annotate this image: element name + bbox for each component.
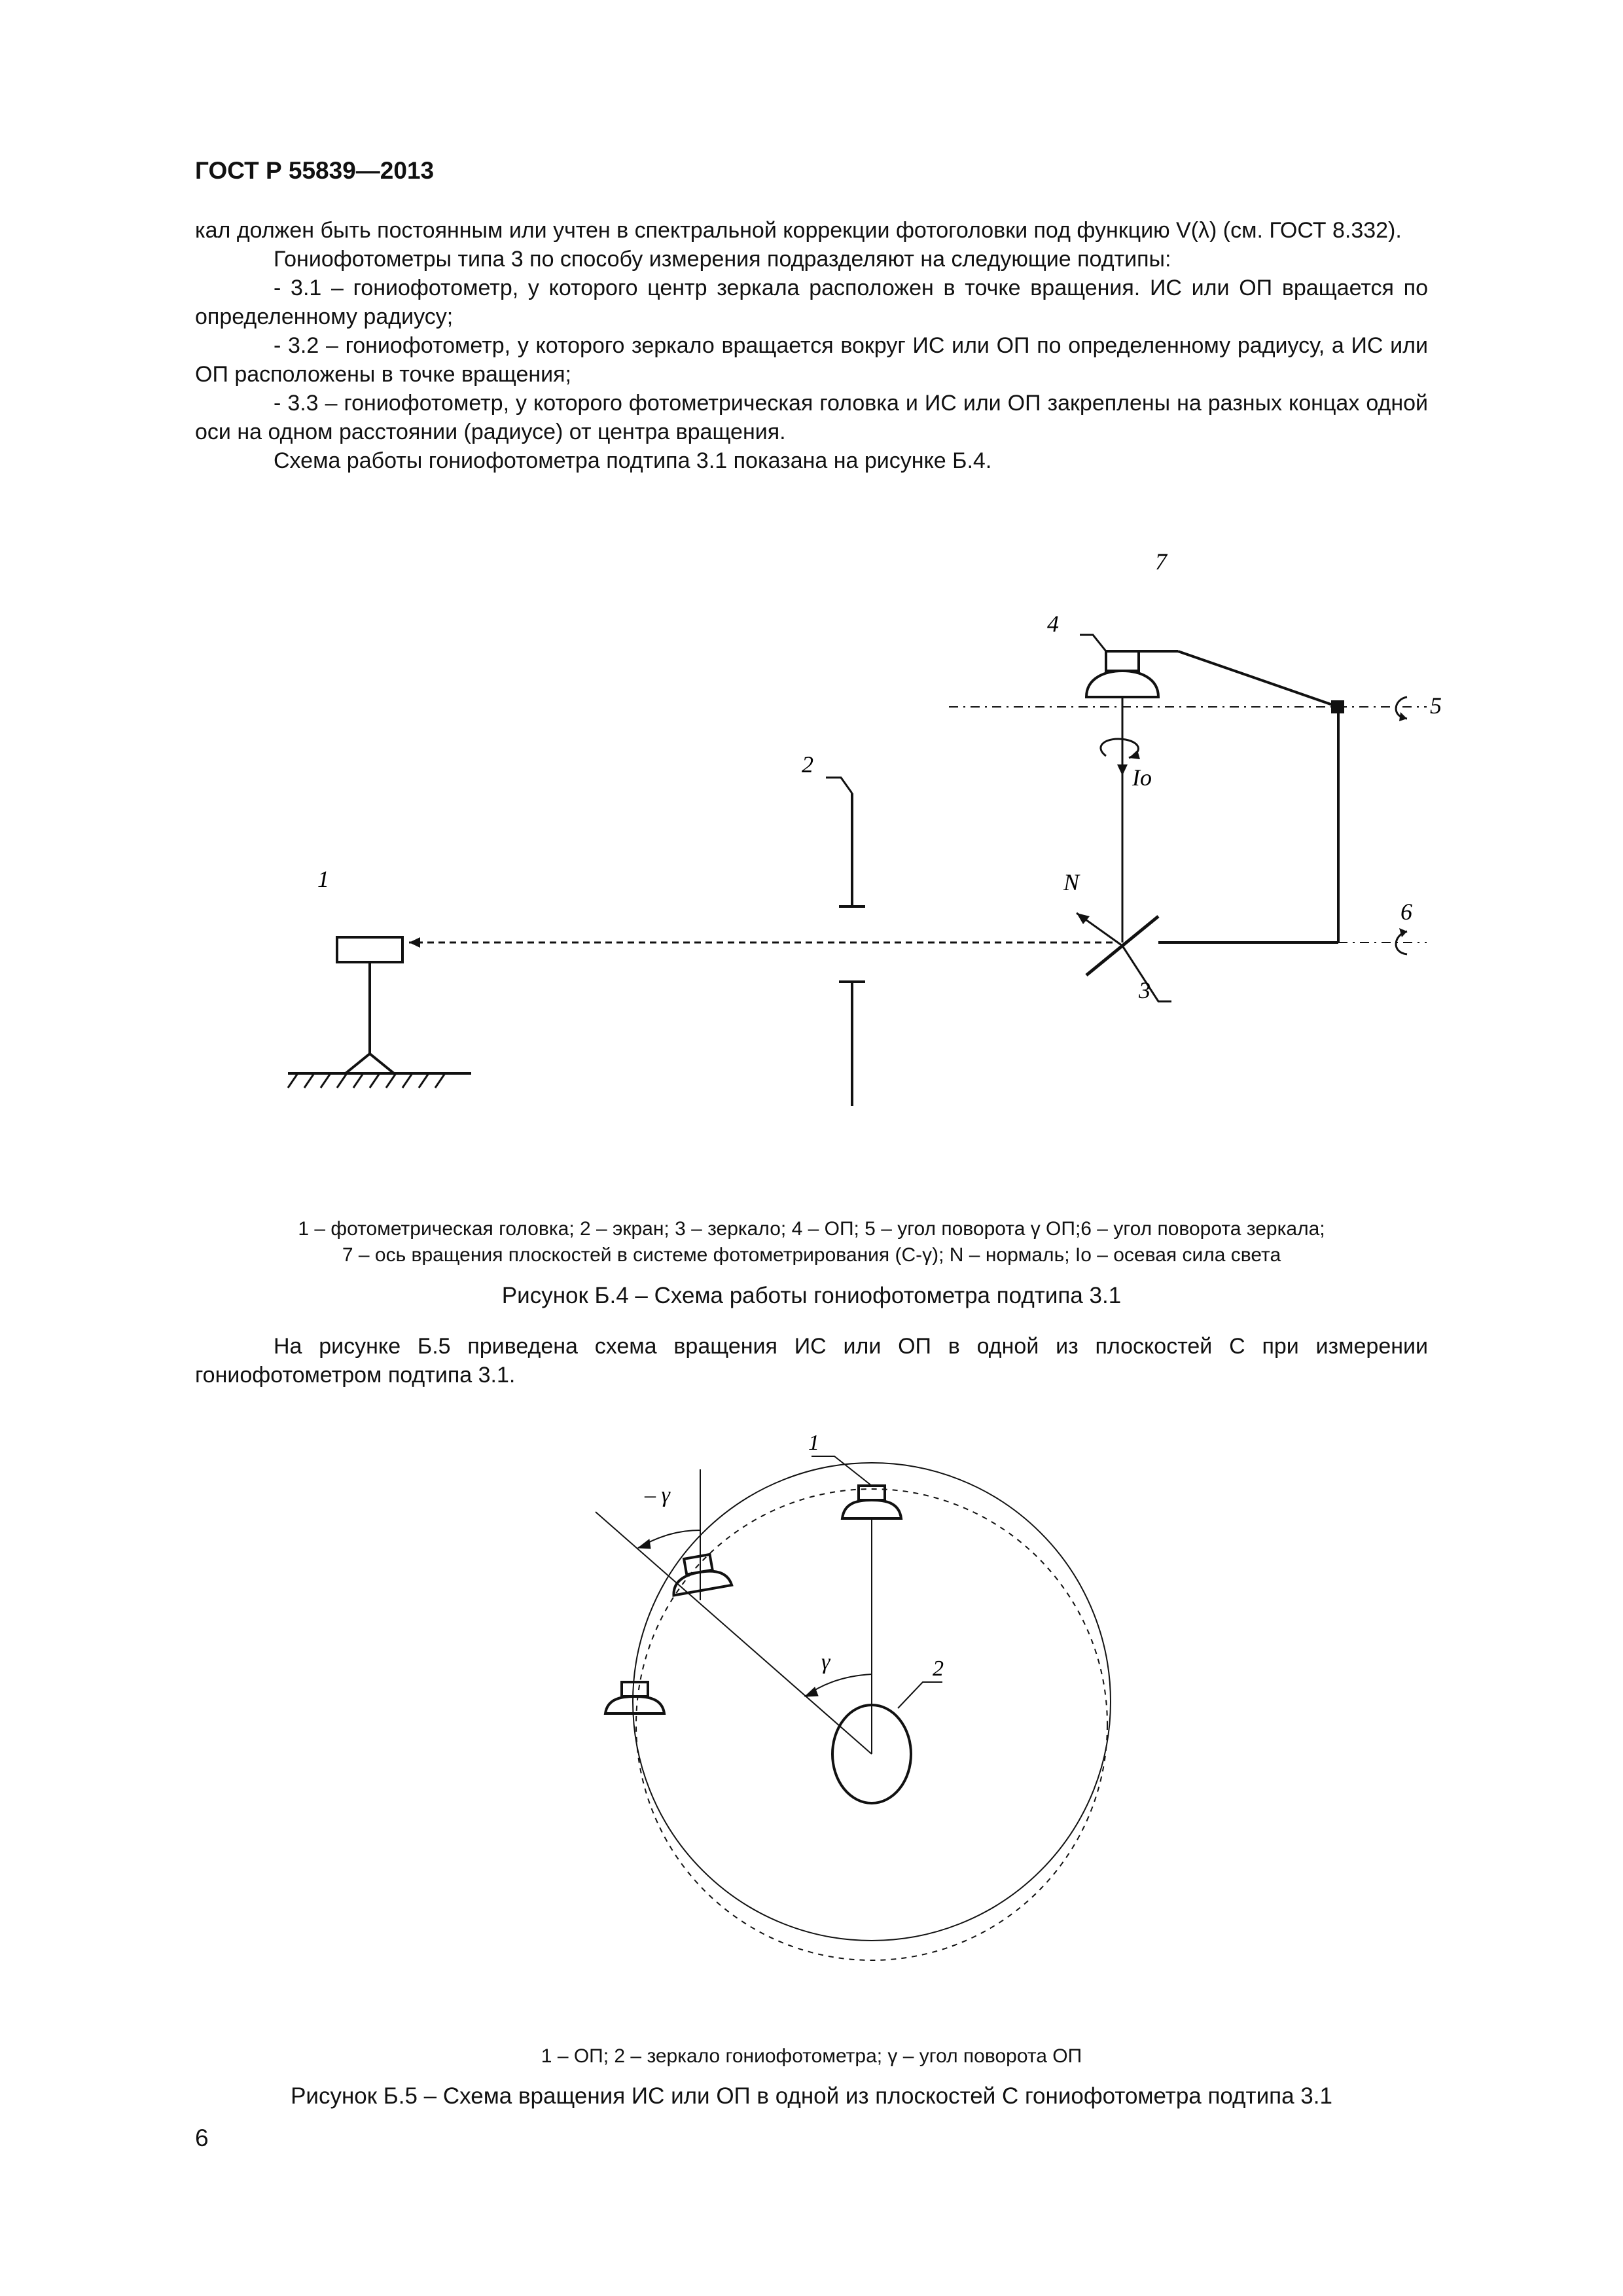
paragraph-continuation: кал должен быть постоянным или учтен в спектральной коррекции фотоголовки под функцию V(λ) (см. ГОСТ 8.332).	[195, 218, 1402, 243]
label-axial-intensity: Io	[1132, 764, 1152, 791]
paragraph-subtypes-intro: Гониофотометры типа 3 по способу измерения подразделяют на следующие подтипы:	[274, 247, 1171, 272]
figure-b4-caption: Рисунок Б.4 – Схема работы гониофотометра подтипа 3.1	[501, 1283, 1122, 1308]
label-6: 6	[1400, 899, 1412, 925]
figure-b5-diagram	[0, 1414, 1623, 2036]
luminaire-top	[859, 1486, 885, 1500]
label-7: 7	[1155, 550, 1167, 575]
label-2: 2	[933, 1657, 944, 1681]
label-normal: N	[1063, 869, 1080, 895]
label-1: 1	[317, 866, 329, 892]
figure-b5-legend: 1 – ОП; 2 – зеркало гониофотометра; γ – угол поворота ОП	[541, 2045, 1082, 2067]
label-4: 4	[1047, 611, 1059, 637]
luminaire	[1106, 651, 1139, 671]
figure-b4-diagram	[0, 550, 1623, 1172]
label-5: 5	[1430, 692, 1442, 719]
figure-b5-caption: Рисунок Б.5 – Схема вращения ИС или ОП в одной из плоскостей C гониофотометра подтипа 3.1	[291, 2083, 1332, 2109]
photometric-head	[337, 937, 402, 962]
paragraph-subtype-3-3: - 3.3 – гониофотометр, у которого фотометрическая головка и ИС или ОП закреплены на разных концах одной оси на одном расстоянии (радиусе) от центра вращения.	[195, 391, 1428, 444]
label-minus-gamma: – γ	[645, 1483, 670, 1507]
page-number: 6	[195, 2125, 209, 2151]
label-1: 1	[808, 1431, 819, 1455]
paragraph-figure-b4-ref: Схема работы гониофотометра подтипа 3.1 показана на рисунке Б.4.	[274, 448, 992, 473]
figure-b4-legend-line-2: 7 – ось вращения плоскостей в системе фотометрирования (C-γ); N – нормаль; Iо – осевая сила света	[342, 1244, 1281, 1266]
document-header: ГОСТ Р 55839—2013	[195, 157, 435, 184]
figure-b4-legend-line-1: 1 – фотометрическая головка; 2 – экран; 3 – зеркало; 4 – ОП; 5 – угол поворота γ ОП;6 – угол поворота зеркала;	[298, 1218, 1325, 1240]
label-2: 2	[802, 751, 813, 778]
paragraph-subtype-3-1: - 3.1 – гониофотометр, у которого центр зеркала расположен в точке вращения. ИС или ОП вращается по определенному радиусу;	[195, 276, 1428, 329]
paragraph-figure-b5-ref: На рисунке Б.5 приведена схема вращения ИС или ОП в одной из плоскостей C при измерении гониофотометром подтипа 3.1.	[195, 1334, 1428, 1388]
label-gamma: γ	[821, 1650, 830, 1674]
figure-b4-legend	[195, 1216, 1428, 1268]
label-3: 3	[1139, 977, 1150, 1003]
body-text-middle	[195, 1332, 1428, 1390]
luminaire-lower-left	[622, 1682, 648, 1696]
paragraph-subtype-3-2: - 3.2 – гониофотометр, у которого зеркало вращается вокруг ИС или ОП по определенному радиусу, а ИС или ОП расположены в точке вращения;	[195, 333, 1428, 387]
body-text-top	[195, 216, 1428, 475]
